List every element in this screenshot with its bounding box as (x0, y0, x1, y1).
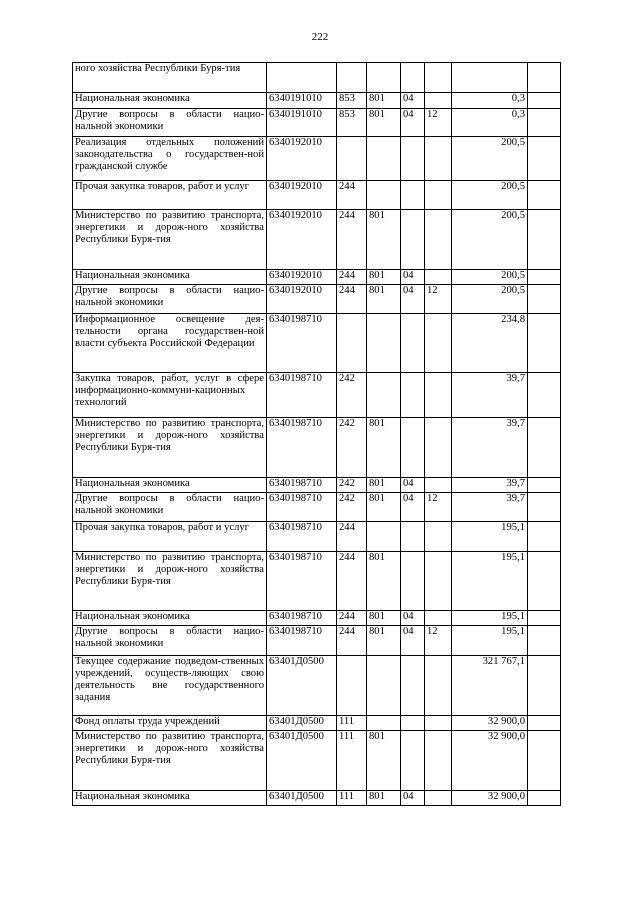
budget-table (72, 62, 561, 806)
empty-cell (528, 731, 561, 791)
expense-type-code (337, 137, 367, 181)
empty-cell (528, 137, 561, 181)
amount: 195,1 (452, 552, 528, 611)
section-code: 04 (401, 109, 425, 137)
table-row (73, 63, 561, 93)
target-article-code: 6340198710 (267, 373, 337, 418)
empty-cell (528, 109, 561, 137)
target-article-code: 6340198710 (267, 418, 337, 478)
row-name: Другие вопросы в области нацио-нальной экономики (73, 493, 267, 522)
table-row (73, 418, 561, 478)
target-article-code: 6340198710 (267, 314, 337, 373)
empty-cell (528, 373, 561, 418)
expense-type-code: 244 (337, 285, 367, 314)
expense-type-code: 111 (337, 791, 367, 806)
subsection-code (425, 731, 452, 791)
section-code (401, 418, 425, 478)
subsection-code (425, 791, 452, 806)
section-code: 04 (401, 791, 425, 806)
target-article-code: 63401Д0500 (267, 791, 337, 806)
table-row (73, 137, 561, 181)
section-code: 04 (401, 478, 425, 493)
ministry-code (367, 137, 401, 181)
subsection-code (425, 63, 452, 93)
amount: 39,7 (452, 418, 528, 478)
ministry-code (367, 181, 401, 210)
section-code (401, 181, 425, 210)
amount: 39,7 (452, 478, 528, 493)
amount: 200,5 (452, 210, 528, 270)
table-row (73, 478, 561, 493)
row-name: Национальная экономика (73, 611, 267, 626)
section-code (401, 731, 425, 791)
ministry-code: 801 (367, 626, 401, 656)
empty-cell (528, 478, 561, 493)
section-code (401, 522, 425, 552)
table-row (73, 181, 561, 210)
expense-type-code (337, 656, 367, 716)
amount: 0,3 (452, 109, 528, 137)
empty-cell (528, 522, 561, 552)
row-name: Министерство по развитию транспорта, энергетики и дорож-ного хозяйства Республики Буря-тия (73, 552, 267, 611)
table-row (73, 210, 561, 270)
amount: 195,1 (452, 522, 528, 552)
target-article-code: 63401Д0500 (267, 656, 337, 716)
amount: 200,5 (452, 270, 528, 285)
target-article-code: 6340192010 (267, 270, 337, 285)
target-article-code: 6340192010 (267, 285, 337, 314)
target-article-code: 6340192010 (267, 181, 337, 210)
row-name: Фонд оплаты труда учреждений (73, 716, 267, 731)
row-name: Реализация отдельных положений законодательства о государствен-ной гражданской службе (73, 137, 267, 181)
empty-cell (528, 63, 561, 93)
section-code: 04 (401, 611, 425, 626)
section-code: 04 (401, 493, 425, 522)
ministry-code (367, 716, 401, 731)
subsection-code (425, 478, 452, 493)
target-article-code: 6340191010 (267, 93, 337, 109)
table-row (73, 611, 561, 626)
expense-type-code: 244 (337, 611, 367, 626)
target-article-code: 6340198710 (267, 522, 337, 552)
expense-type-code: 244 (337, 626, 367, 656)
row-name: Министерство по развитию транспорта, энергетики и дорож-ного хозяйства Республики Буря-тия (73, 731, 267, 791)
section-code: 04 (401, 93, 425, 109)
table-row (73, 656, 561, 716)
table-row (73, 731, 561, 791)
empty-cell (528, 181, 561, 210)
amount: 234,8 (452, 314, 528, 373)
empty-cell (528, 93, 561, 109)
table-row (73, 93, 561, 109)
ministry-code (367, 314, 401, 373)
subsection-code: 12 (425, 626, 452, 656)
row-name: Министерство по развитию транспорта, энергетики и дорож-ного хозяйства Республики Буря-тия (73, 210, 267, 270)
subsection-code (425, 270, 452, 285)
empty-cell (528, 285, 561, 314)
expense-type-code: 244 (337, 522, 367, 552)
amount: 195,1 (452, 611, 528, 626)
row-name: Прочая закупка товаров, работ и услуг (73, 522, 267, 552)
section-code (401, 63, 425, 93)
amount: 32 900,0 (452, 731, 528, 791)
section-code (401, 373, 425, 418)
ministry-code: 801 (367, 210, 401, 270)
target-article-code: 63401Д0500 (267, 731, 337, 791)
table-row (73, 270, 561, 285)
ministry-code: 801 (367, 478, 401, 493)
page-number: 222 (311, 31, 329, 43)
table-row (73, 373, 561, 418)
ministry-code (367, 656, 401, 716)
table-row (73, 314, 561, 373)
section-code (401, 210, 425, 270)
table-row (73, 716, 561, 731)
target-article-code: 6340191010 (267, 109, 337, 137)
empty-cell (528, 656, 561, 716)
amount: 32 900,0 (452, 791, 528, 806)
subsection-code (425, 552, 452, 611)
table-row (73, 791, 561, 806)
target-article-code (267, 63, 337, 93)
row-name: Министерство по развитию транспорта, энергетики и дорож-ного хозяйства Республики Буря-тия (73, 418, 267, 478)
subsection-code (425, 181, 452, 210)
expense-type-code: 244 (337, 270, 367, 285)
target-article-code: 6340198710 (267, 493, 337, 522)
ministry-code: 801 (367, 93, 401, 109)
row-name: Национальная экономика (73, 270, 267, 285)
ministry-code: 801 (367, 109, 401, 137)
section-code: 04 (401, 270, 425, 285)
row-name: Информационное освещение дея-тельности органа государствен-ной власти субъекта Российской Федерации (73, 314, 267, 373)
subsection-code: 12 (425, 109, 452, 137)
empty-cell (528, 716, 561, 731)
subsection-code (425, 716, 452, 731)
target-article-code: 63401Д0500 (267, 716, 337, 731)
expense-type-code: 242 (337, 418, 367, 478)
expense-type-code: 244 (337, 181, 367, 210)
subsection-code (425, 93, 452, 109)
subsection-code (425, 656, 452, 716)
target-article-code: 6340198710 (267, 552, 337, 611)
ministry-code: 801 (367, 552, 401, 611)
table-row (73, 285, 561, 314)
section-code: 04 (401, 285, 425, 314)
subsection-code (425, 137, 452, 181)
empty-cell (528, 626, 561, 656)
row-name: Национальная экономика (73, 791, 267, 806)
row-name: Национальная экономика (73, 478, 267, 493)
ministry-code: 801 (367, 418, 401, 478)
ministry-code (367, 373, 401, 418)
empty-cell (528, 314, 561, 373)
subsection-code: 12 (425, 285, 452, 314)
row-name: Закупка товаров, работ, услуг в сфере информационно-коммуни-кационных технологий (73, 373, 267, 418)
section-code: 04 (401, 626, 425, 656)
subsection-code (425, 611, 452, 626)
empty-cell (528, 493, 561, 522)
ministry-code (367, 63, 401, 93)
table-row (73, 552, 561, 611)
ministry-code: 801 (367, 611, 401, 626)
ministry-code: 801 (367, 493, 401, 522)
amount: 0,3 (452, 93, 528, 109)
amount: 39,7 (452, 373, 528, 418)
expense-type-code: 242 (337, 493, 367, 522)
subsection-code (425, 210, 452, 270)
empty-cell (528, 418, 561, 478)
expense-type-code (337, 63, 367, 93)
empty-cell (528, 270, 561, 285)
expense-type-code: 111 (337, 716, 367, 731)
subsection-code (425, 373, 452, 418)
expense-type-code: 242 (337, 373, 367, 418)
row-name: Другие вопросы в области нацио-нальной экономики (73, 285, 267, 314)
subsection-code (425, 418, 452, 478)
ministry-code: 801 (367, 270, 401, 285)
target-article-code: 6340198710 (267, 626, 337, 656)
expense-type-code (337, 314, 367, 373)
expense-type-code: 242 (337, 478, 367, 493)
amount: 39,7 (452, 493, 528, 522)
amount: 200,5 (452, 181, 528, 210)
target-article-code: 6340192010 (267, 137, 337, 181)
target-article-code: 6340192010 (267, 210, 337, 270)
expense-type-code: 244 (337, 210, 367, 270)
amount (452, 63, 528, 93)
row-name: ного хозяйства Республики Буря-тия (73, 63, 267, 93)
empty-cell (528, 552, 561, 611)
table-row (73, 522, 561, 552)
ministry-code (367, 522, 401, 552)
subsection-code (425, 314, 452, 373)
amount: 200,5 (452, 285, 528, 314)
row-name: Текущее содержание подведом-ственных учреждений, осуществ-ляющих свою деятельность вне государственного задания (73, 656, 267, 716)
target-article-code: 6340198710 (267, 611, 337, 626)
expense-type-code: 853 (337, 93, 367, 109)
empty-cell (528, 791, 561, 806)
section-code (401, 552, 425, 611)
amount: 321 767,1 (452, 656, 528, 716)
ministry-code: 801 (367, 731, 401, 791)
subsection-code (425, 522, 452, 552)
empty-cell (528, 611, 561, 626)
amount: 32 900,0 (452, 716, 528, 731)
section-code (401, 314, 425, 373)
expense-type-code: 853 (337, 109, 367, 137)
row-name: Национальная экономика (73, 93, 267, 109)
row-name: Другие вопросы в области нацио-нальной экономики (73, 626, 267, 656)
table-row (73, 626, 561, 656)
empty-cell (528, 210, 561, 270)
amount: 195,1 (452, 626, 528, 656)
table-row (73, 109, 561, 137)
ministry-code: 801 (367, 791, 401, 806)
subsection-code: 12 (425, 493, 452, 522)
budget-table-body (73, 63, 561, 806)
row-name: Другие вопросы в области нацио-нальной экономики (73, 109, 267, 137)
expense-type-code: 244 (337, 552, 367, 611)
section-code (401, 137, 425, 181)
table-row (73, 493, 561, 522)
expense-type-code: 111 (337, 731, 367, 791)
section-code (401, 656, 425, 716)
row-name: Прочая закупка товаров, работ и услуг (73, 181, 267, 210)
target-article-code: 6340198710 (267, 478, 337, 493)
amount: 200,5 (452, 137, 528, 181)
ministry-code: 801 (367, 285, 401, 314)
section-code (401, 716, 425, 731)
